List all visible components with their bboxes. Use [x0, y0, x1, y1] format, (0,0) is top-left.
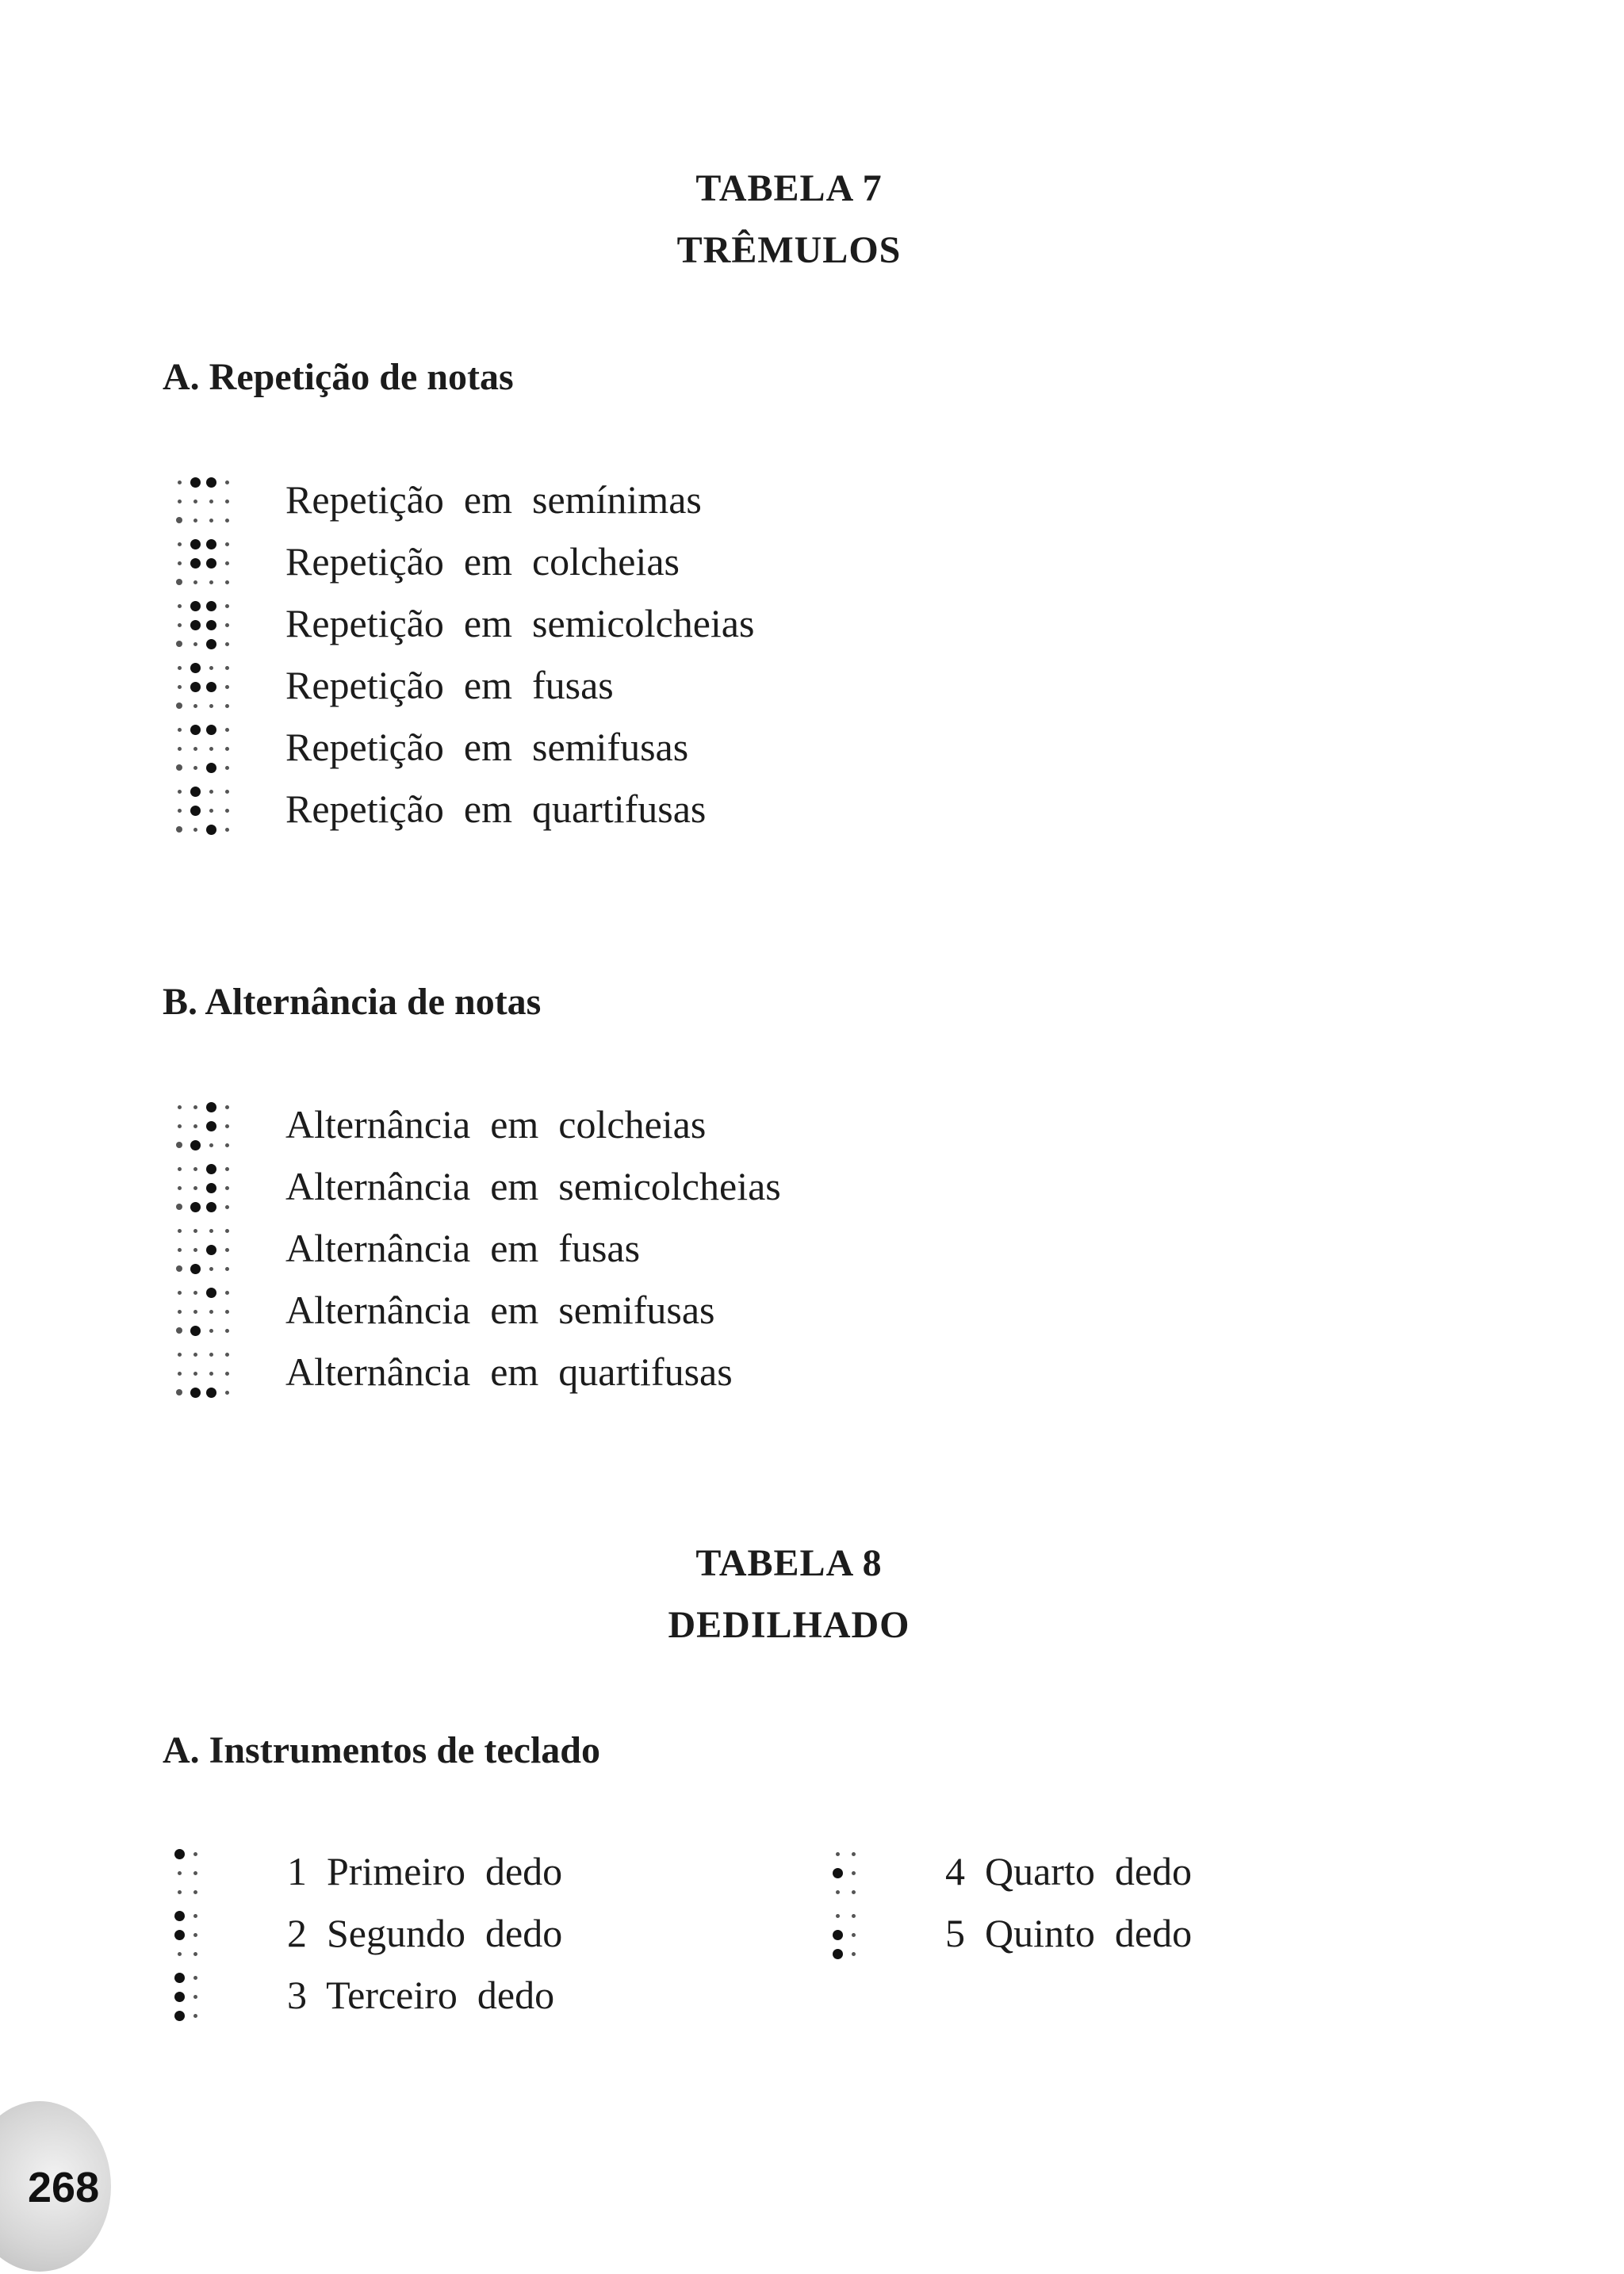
symbol-row	[176, 1847, 562, 1895]
symbol-label: Repetição em colcheias	[285, 539, 680, 584]
braille-dot	[190, 663, 201, 673]
braille-empty-dot	[193, 580, 197, 584]
braille-dot	[833, 1868, 843, 1878]
braille-empty-dot	[225, 1267, 229, 1271]
braille-symbol	[176, 1351, 238, 1392]
symbol-label: Alternância em semifusas	[285, 1288, 715, 1332]
braille-dot	[206, 620, 216, 630]
braille-empty-dot	[178, 1229, 182, 1233]
braille-dot	[190, 477, 201, 488]
braille-empty-dot	[178, 747, 182, 751]
braille-empty-dot	[193, 1952, 197, 1956]
braille-empty-dot	[225, 1105, 229, 1109]
braille-empty-dot	[225, 790, 229, 794]
braille-empty-dot	[193, 1248, 197, 1252]
braille-dot	[174, 1911, 185, 1921]
symbol-label: Repetição em semínimas	[285, 477, 702, 522]
braille-empty-dot	[225, 728, 229, 732]
braille-empty-dot	[225, 1353, 229, 1357]
braille-empty-dot	[225, 519, 229, 523]
table7-subtitle: TRÊMULOS	[676, 229, 902, 271]
braille-empty-dot	[193, 1186, 197, 1190]
braille-empty-dot	[178, 500, 182, 503]
symbol-label: 5 Quinto dedo	[945, 1911, 1193, 1955]
braille-empty-dot	[176, 579, 182, 585]
braille-symbol	[834, 1912, 866, 1954]
braille-empty-dot	[225, 828, 229, 832]
braille-empty-dot	[209, 1310, 213, 1314]
braille-empty-dot	[178, 1167, 182, 1171]
braille-empty-dot	[225, 623, 229, 627]
braille-symbol	[176, 664, 238, 706]
braille-dot	[190, 1264, 201, 1274]
braille-dot	[206, 1102, 216, 1112]
braille-empty-dot	[193, 1167, 197, 1171]
braille-dot	[206, 558, 216, 568]
braille-dot	[206, 1288, 216, 1298]
symbol-row	[176, 723, 688, 771]
symbol-label: Repetição em quartifusas	[285, 787, 707, 831]
braille-dot	[206, 601, 216, 611]
braille-dot	[206, 477, 216, 488]
braille-empty-dot	[225, 1186, 229, 1190]
braille-empty-dot	[176, 826, 182, 833]
braille-empty-dot	[209, 1267, 213, 1271]
symbol-label: 2 Segundo dedo	[287, 1911, 563, 1955]
braille-empty-dot	[193, 1871, 197, 1875]
braille-empty-dot	[209, 500, 213, 503]
braille-empty-dot	[209, 1353, 213, 1357]
braille-empty-dot	[193, 704, 197, 708]
braille-empty-dot	[193, 1976, 197, 1980]
braille-dot	[174, 1992, 185, 2002]
symbol-row	[176, 538, 680, 585]
braille-symbol	[176, 1104, 238, 1145]
braille-dot	[190, 682, 201, 692]
braille-empty-dot	[225, 1143, 229, 1147]
braille-dot	[174, 1973, 185, 1983]
braille-empty-dot	[852, 1871, 856, 1875]
braille-empty-dot	[176, 517, 182, 523]
braille-empty-dot	[176, 1389, 182, 1395]
braille-symbol	[176, 603, 238, 644]
braille-empty-dot	[225, 561, 229, 565]
braille-empty-dot	[176, 1204, 182, 1210]
braille-empty-dot	[178, 1291, 182, 1295]
braille-dot	[206, 763, 216, 773]
symbol-row	[176, 785, 706, 833]
table8-subtitle: DEDILHADO	[668, 1604, 910, 1646]
braille-empty-dot	[209, 1229, 213, 1233]
section-b-heading: B. Alternância de notas	[163, 981, 542, 1023]
braille-empty-dot	[225, 704, 229, 708]
section-a-heading: A. Repetição de notas	[163, 356, 514, 398]
symbol-row	[176, 599, 754, 647]
braille-symbol	[176, 1227, 238, 1269]
braille-empty-dot	[178, 542, 182, 546]
braille-empty-dot	[852, 1852, 856, 1856]
symbol-label: Repetição em fusas	[285, 663, 614, 707]
braille-empty-dot	[225, 1248, 229, 1252]
symbol-row	[834, 1847, 1192, 1895]
braille-empty-dot	[178, 1310, 182, 1314]
braille-empty-dot	[225, 500, 229, 503]
braille-dot	[190, 787, 201, 797]
braille-empty-dot	[225, 1329, 229, 1333]
braille-empty-dot	[209, 790, 213, 794]
braille-empty-dot	[176, 641, 182, 647]
section-keyboard-heading: A. Instrumentos de teclado	[163, 1729, 600, 1771]
symbol-label: Repetição em semicolcheias	[285, 601, 755, 645]
symbol-label: 3 Terceiro dedo	[287, 1973, 555, 2017]
braille-empty-dot	[225, 766, 229, 770]
page-number-badge	[0, 2101, 111, 2272]
braille-empty-dot	[193, 766, 197, 770]
braille-empty-dot	[178, 809, 182, 813]
braille-empty-dot	[193, 2014, 197, 2018]
table7-title: TABELA 7	[695, 167, 883, 209]
braille-empty-dot	[225, 666, 229, 670]
braille-empty-dot	[178, 728, 182, 732]
braille-empty-dot	[836, 1852, 840, 1856]
braille-empty-dot	[193, 1291, 197, 1295]
braille-empty-dot	[193, 747, 197, 751]
braille-dot	[174, 2011, 185, 2021]
braille-empty-dot	[178, 1186, 182, 1190]
braille-empty-dot	[225, 1229, 229, 1233]
braille-empty-dot	[178, 1248, 182, 1252]
symbol-row	[176, 1224, 640, 1272]
symbol-row	[176, 1971, 554, 2019]
braille-empty-dot	[176, 764, 182, 771]
braille-empty-dot	[178, 1124, 182, 1128]
braille-empty-dot	[193, 1124, 197, 1128]
braille-empty-dot	[178, 790, 182, 794]
braille-dot	[190, 539, 201, 549]
braille-dot	[174, 1930, 185, 1940]
braille-empty-dot	[176, 1327, 182, 1334]
braille-dot	[206, 682, 216, 692]
braille-dot	[206, 1121, 216, 1131]
braille-empty-dot	[193, 1353, 197, 1357]
braille-dot	[190, 620, 201, 630]
braille-symbol	[176, 1974, 208, 2016]
braille-empty-dot	[852, 1890, 856, 1894]
braille-empty-dot	[225, 642, 229, 646]
braille-dot	[190, 558, 201, 568]
symbol-row	[834, 1909, 1192, 1957]
braille-empty-dot	[178, 480, 182, 484]
braille-empty-dot	[225, 1391, 229, 1395]
braille-empty-dot	[178, 685, 182, 689]
braille-empty-dot	[178, 1353, 182, 1357]
symbol-label: Alternância em fusas	[285, 1226, 641, 1270]
braille-empty-dot	[193, 828, 197, 832]
braille-empty-dot	[225, 809, 229, 813]
braille-empty-dot	[225, 1310, 229, 1314]
braille-empty-dot	[225, 580, 229, 584]
braille-symbol	[834, 1851, 866, 1892]
braille-dot	[190, 1202, 201, 1212]
symbol-label: 1 Primeiro dedo	[287, 1849, 563, 1893]
braille-empty-dot	[193, 1933, 197, 1937]
braille-empty-dot	[209, 519, 213, 523]
symbol-row	[176, 1162, 781, 1210]
braille-empty-dot	[178, 1871, 182, 1875]
braille-empty-dot	[193, 1310, 197, 1314]
braille-empty-dot	[209, 1372, 213, 1376]
braille-empty-dot	[193, 1229, 197, 1233]
braille-symbol	[176, 541, 238, 582]
braille-empty-dot	[225, 542, 229, 546]
braille-empty-dot	[176, 1142, 182, 1148]
braille-empty-dot	[193, 1852, 197, 1856]
symbol-label: Repetição em semifusas	[285, 725, 689, 769]
braille-dot	[206, 639, 216, 649]
braille-empty-dot	[193, 500, 197, 503]
braille-empty-dot	[209, 704, 213, 708]
symbol-row	[176, 1348, 733, 1395]
braille-empty-dot	[178, 604, 182, 608]
braille-empty-dot	[225, 1205, 229, 1209]
braille-dot	[206, 1202, 216, 1212]
braille-empty-dot	[193, 1105, 197, 1109]
braille-empty-dot	[209, 1329, 213, 1333]
braille-dot	[206, 1164, 216, 1174]
braille-empty-dot	[178, 1372, 182, 1376]
braille-empty-dot	[852, 1914, 856, 1918]
braille-empty-dot	[225, 1124, 229, 1128]
braille-empty-dot	[178, 1952, 182, 1956]
braille-empty-dot	[178, 623, 182, 627]
braille-empty-dot	[836, 1914, 840, 1918]
braille-empty-dot	[225, 1372, 229, 1376]
braille-dot	[206, 725, 216, 735]
braille-dot	[206, 539, 216, 549]
braille-symbol	[176, 1289, 238, 1330]
braille-empty-dot	[193, 1914, 197, 1918]
page-number: 268	[28, 2164, 100, 2211]
braille-empty-dot	[209, 809, 213, 813]
braille-empty-dot	[225, 685, 229, 689]
braille-empty-dot	[225, 1167, 229, 1171]
braille-empty-dot	[193, 1995, 197, 1999]
braille-empty-dot	[836, 1890, 840, 1894]
braille-empty-dot	[225, 604, 229, 608]
braille-empty-dot	[178, 666, 182, 670]
braille-empty-dot	[209, 747, 213, 751]
braille-empty-dot	[193, 642, 197, 646]
braille-empty-dot	[225, 480, 229, 484]
braille-dot	[206, 1388, 216, 1398]
braille-dot	[833, 1930, 843, 1940]
braille-dot	[206, 825, 216, 835]
braille-empty-dot	[176, 1265, 182, 1272]
braille-symbol	[176, 1166, 238, 1207]
symbol-row	[176, 476, 702, 523]
braille-empty-dot	[193, 1890, 197, 1894]
symbol-label: Alternância em colcheias	[285, 1102, 707, 1147]
table8-title: TABELA 8	[695, 1542, 883, 1584]
braille-dot	[833, 1949, 843, 1959]
braille-dot	[190, 1140, 201, 1150]
braille-symbol	[176, 788, 238, 829]
braille-empty-dot	[209, 666, 213, 670]
braille-empty-dot	[193, 519, 197, 523]
braille-empty-dot	[852, 1952, 856, 1956]
braille-empty-dot	[193, 1372, 197, 1376]
symbol-row	[176, 661, 614, 709]
braille-dot	[206, 1183, 216, 1193]
symbol-row	[176, 1101, 706, 1148]
braille-empty-dot	[209, 1143, 213, 1147]
braille-dot	[206, 1245, 216, 1255]
braille-symbol	[176, 1851, 208, 1892]
symbol-row	[176, 1909, 562, 1957]
symbol-row	[176, 1286, 714, 1334]
braille-empty-dot	[225, 747, 229, 751]
braille-symbol	[176, 1912, 208, 1954]
symbol-label: 4 Quarto dedo	[945, 1849, 1193, 1893]
braille-dot	[174, 1849, 185, 1859]
braille-empty-dot	[178, 1890, 182, 1894]
braille-empty-dot	[178, 561, 182, 565]
braille-empty-dot	[178, 1105, 182, 1109]
braille-dot	[190, 725, 201, 735]
symbol-label: Alternância em semicolcheias	[285, 1164, 781, 1208]
braille-dot	[190, 1388, 201, 1398]
braille-dot	[190, 806, 201, 816]
braille-empty-dot	[852, 1933, 856, 1937]
braille-symbol	[176, 479, 238, 520]
braille-symbol	[176, 726, 238, 768]
braille-empty-dot	[225, 1291, 229, 1295]
braille-dot	[190, 601, 201, 611]
braille-empty-dot	[176, 702, 182, 709]
braille-dot	[190, 1326, 201, 1336]
braille-empty-dot	[209, 580, 213, 584]
symbol-label: Alternância em quartifusas	[285, 1349, 733, 1394]
